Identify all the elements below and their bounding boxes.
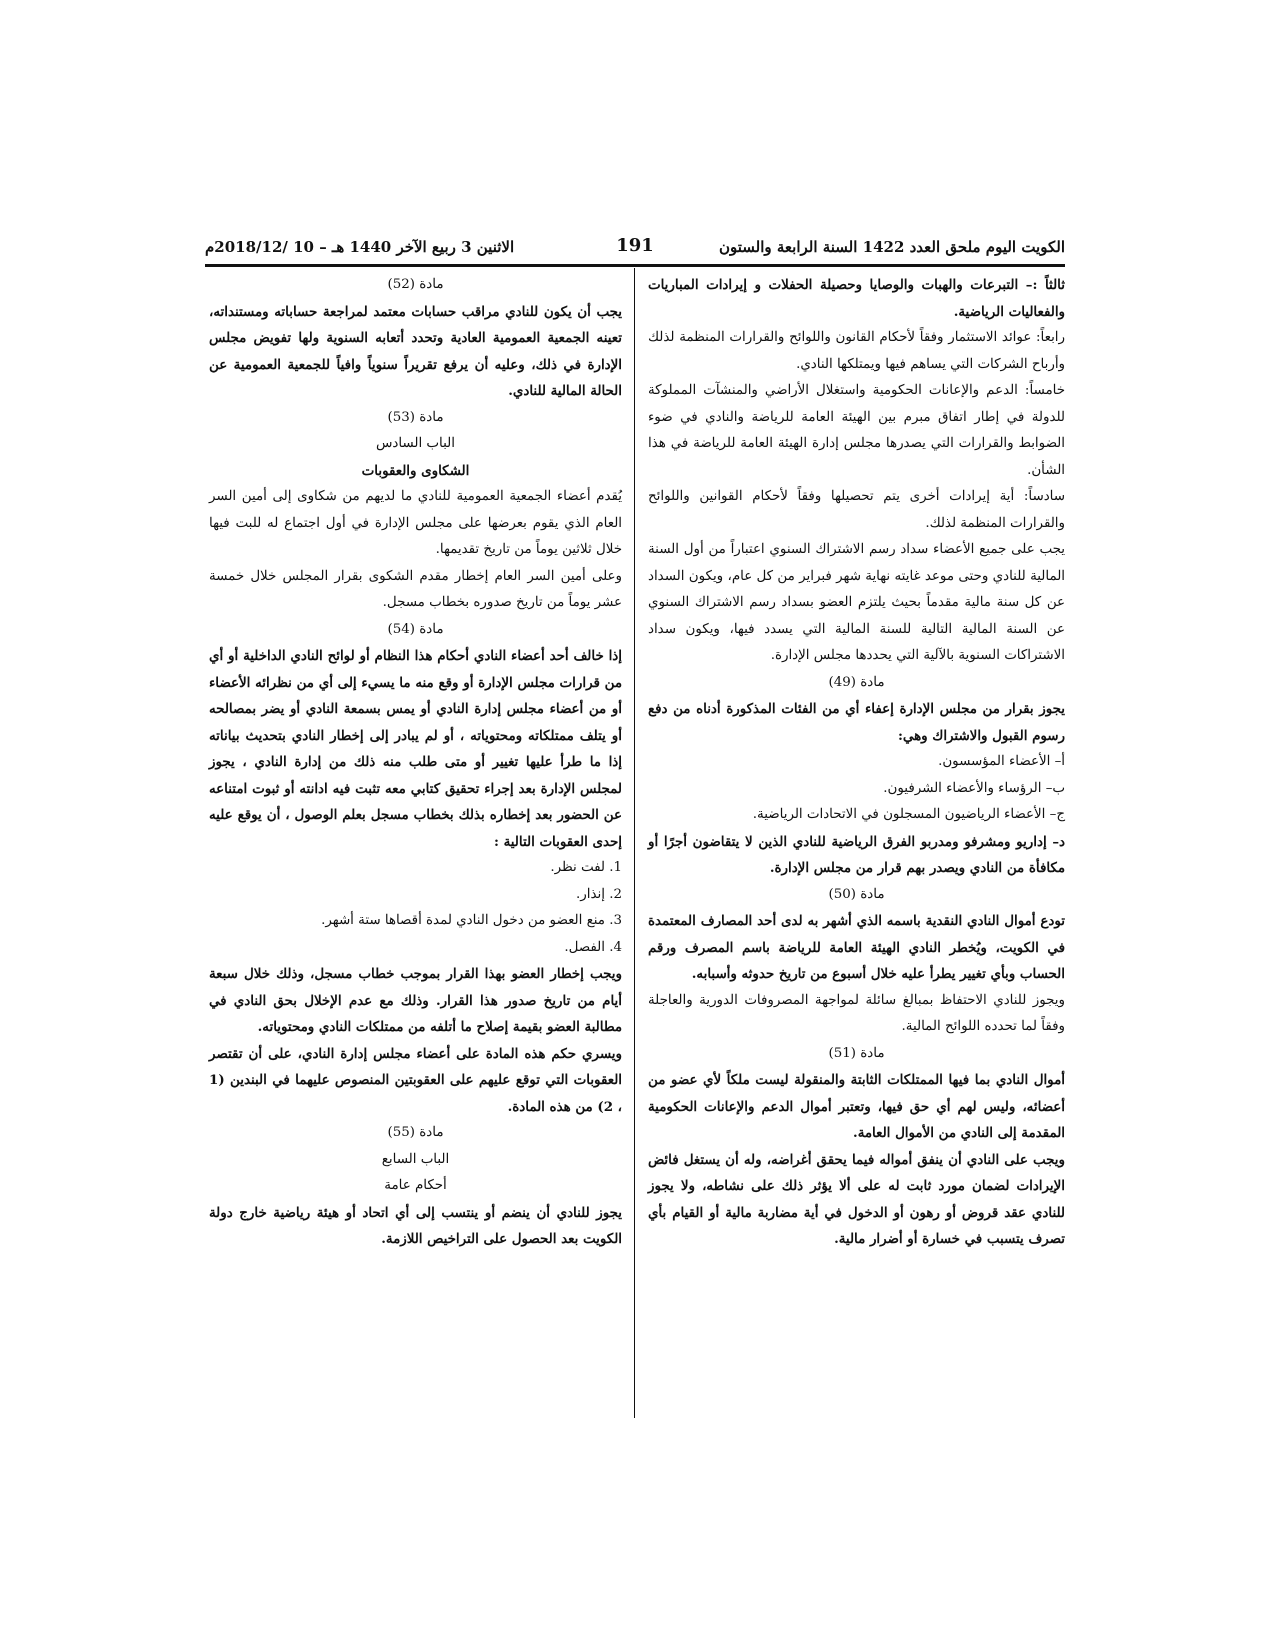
paragraph: أ– الأعضاء المؤسسون. [938,754,1065,769]
paragraph: ثالثاً :– التبرعات والهبات والوصايا وحصيلة الحفلات و إيرادات المباريات والفعاليات الرياضية. [648,277,1065,320]
paragraph: 1. لفت نظر. [550,860,622,875]
page-header [205,232,1065,262]
paragraph: أموال النادي بما فيها الممتلكات الثابتة والمنقولة ليست ملكاً لأي عضو من أعضائه، وليس لهم أي حق فيها، وتعتبر أموال الدعم والإعانات الحكومية المقدمة إلى النادي من الأموال العامة. [648,1072,1065,1141]
paragraph: إذا خالف أحد أعضاء النادي أحكام هذا النظام أو لوائح النادي الداخلية أو أي من قرارات مجلس الإدارة أو وقع منه ما يسيء إلى أي من نظرائه الأعضاء أو من أعضاء مجلس إدارة النادي أو يمس بسمعة النادي أو يضر بمصالحه أو يتلف ممتلكاته ومحتوياته ، أو لم يبادر إلى إخطار النادي بتحديث بياناته إذا ما طرأ عليها تغيير أو متى طلب منه ذلك من إدارة النادي ، يجوز لمجلس الإدارة بعد إجراء تحقيق كتابي معه تثبت فيه ادانته أو ثبوت امتناعه عن الحضور بعد إخطاره بذلك بخطاب مسجل بعلم الوصول ، أن يوقع عليه إحدى العقوبات التالية : [209,648,622,850]
paragraph: د– إداريو ومشرفو ومدربو الفرق الرياضية للنادي الذين لا يتقاضون أجرًا أو مكافأة من النادي ويصدر بهم قرار من مجلس الإدارة. [648,833,1065,876]
article-heading: مادة (51) [828,1045,885,1061]
paragraph: 4. الفصل. [564,939,622,955]
paragraph: ويجوز للنادي الاحتفاظ بمبالغ سائلة لمواجهة المصروفات الدورية والعاجلة وفقاً لما تحدده اللوائح المالية. [648,992,1065,1034]
left-column [209,272,622,1253]
article-heading: مادة (52) [387,277,444,292]
paragraph: 2. إنذار. [576,886,622,902]
header-publication: الكويت اليوم ملحق العدد 1422 السنة الرابعة والستون [719,238,1065,256]
paragraph: يجوز بقرار من مجلس الإدارة إعفاء أي من الفئات المذكورة أدناه من دفع رسوم القبول والاشتراك وهي: [648,701,1065,744]
paragraph: يجب أن يكون للنادي مراقب حسابات معتمد لمراجعة حساباته ومستنداته، تعينه الجمعية العمومية العادية وتحدد أتعابه السنوية ولها تفويض مجلس الإدارة في ذلك، وعليه أن يرفع تقريراً سنوياً وافياً للجمعية العمومية عن الحالة المالية للنادي. [209,303,622,399]
article-heading: مادة (53) [387,409,444,425]
paragraph: يجب على جميع الأعضاء سداد رسم الاشتراك السنوي اعتباراً من أول السنة المالية للنادي وحتى موعد غايته نهاية شهر فبراير من كل عام، ويكون السداد عن كل سنة مالية مقدماً بحيث يلتزم العضو بسداد رسم الاشتراك السنوي عن السنة المالية التالية للسنة المالية التي يسدد فيها، ويكون سداد الاشتراكات السنوية بالآلية التي يحددها مجلس الإدارة. [648,542,1065,663]
paragraph: رابعاً: عوائد الاستثمار وفقاً لأحكام القانون واللوائح والقرارات المنظمة لذلك وأرباح الشركات التي يساهم فيها ويمتلكها النادي. [648,330,1065,372]
article-heading: مادة (50) [828,886,885,902]
paragraph: ويسري حكم هذه المادة على أعضاء مجلس إدارة النادي، على أن تقتصر العقوبات التي توقع عليهم على العقوبتين المنصوص عليهما في البندين (1 ، 2) من هذه المادة. [209,1045,622,1115]
paragraph: خامساً: الدعم والإعانات الحكومية واستغلال الأراضي والمنشآت المملوكة للدولة في إطار اتفاق مبرم بين الهيئة العامة للرياضة والنادي في ضوء الضوابط والقرارات التي يصدرها مجلس إدارة الهيئة العامة للرياضة في هذا الشأن. [648,383,1065,478]
paragraph: يُقدم أعضاء الجمعية العمومية للنادي ما لديهم من شكاوى إلى أمين السر العام الذي يقوم بعرضها على مجلس الإدارة في أول اجتماع له للبت فيها خلال ثلاثين يوماً من تاريخ تقديمها. [209,489,622,557]
paragraph: ويجب على النادي أن ينفق أمواله فيما يحقق أغراضه، وله أن يستغل فائض الإيرادات لضمان مورد ثابت له على ألا يؤثر ذلك على نشاطه، ولا يجوز للنادي عقد قروض أو رهون أو الدخول في أية مضاربة مالية أو القيام بأي تصرف يتسبب في خسارة أو أضرار مالية. [648,1151,1065,1247]
header-divider [205,264,1065,267]
section-heading: أحكام عامة [384,1178,447,1193]
article-heading: مادة (49) [828,674,885,690]
article-heading: مادة (55) [387,1125,444,1140]
paragraph: 3. منع العضو من دخول النادي لمدة أقصاها ستة أشهر. [321,913,622,928]
paragraph: تودع أموال النادي النقدية باسمه الذي أشهر به لدى أحد المصارف المعتمدة في الكويت، ويُخطر النادي الهيئة العامة للرياضة باسم المصرف ورقم الحساب وبأي تغيير يطرأ عليه خلال أسبوع من تاريخ حدوثه وأسبابه. [648,913,1065,982]
paragraph: ب– الرؤساء والأعضاء الشرفيون. [883,780,1065,796]
paragraph: ويجب إخطار العضو بهذا القرار بموجب خطاب مسجل، وذلك خلال سبعة أيام من تاريخ صدور هذا القرار. وذلك مع عدم الإخلال بحق النادي في مطالبة العضو بقيمة إصلاح ما أتلفه من ممتلكات النادي ومحتوياته. [209,966,622,1035]
page-number: 191 [616,235,654,256]
section-heading: الباب السادس [376,436,455,451]
paragraph: يجوز للنادي أن ينضم أو ينتسب إلى أي اتحاد أو هيئة رياضية خارج دولة الكويت بعد الحصول على التراخيص اللازمة. [209,1204,622,1247]
section-heading: الشكاوى والعقوبات [361,462,470,479]
paragraph: وعلى أمين السر العام إخطار مقدم الشكوى بقرار المجلس خلال خمسة عشر يوماً من تاريخ صدوره بخطاب مسجل. [209,568,622,610]
article-heading: مادة (54) [387,621,444,637]
column-divider [634,268,635,1418]
paragraph: سادساً: أية إيرادات أخرى يتم تحصيلها وفقاً لأحكام القوانين واللوائح والقرارات المنظمة لذلك. [648,489,1065,531]
paragraph: ج– الأعضاء الرياضيون المسجلون في الاتحادات الرياضية. [752,807,1065,822]
right-column [648,272,1065,1253]
section-heading: الباب السابع [381,1151,450,1167]
header-date: الاثنين 3 ربيع الآخر 1440 هـ – 10 /2018/12م [205,238,515,256]
